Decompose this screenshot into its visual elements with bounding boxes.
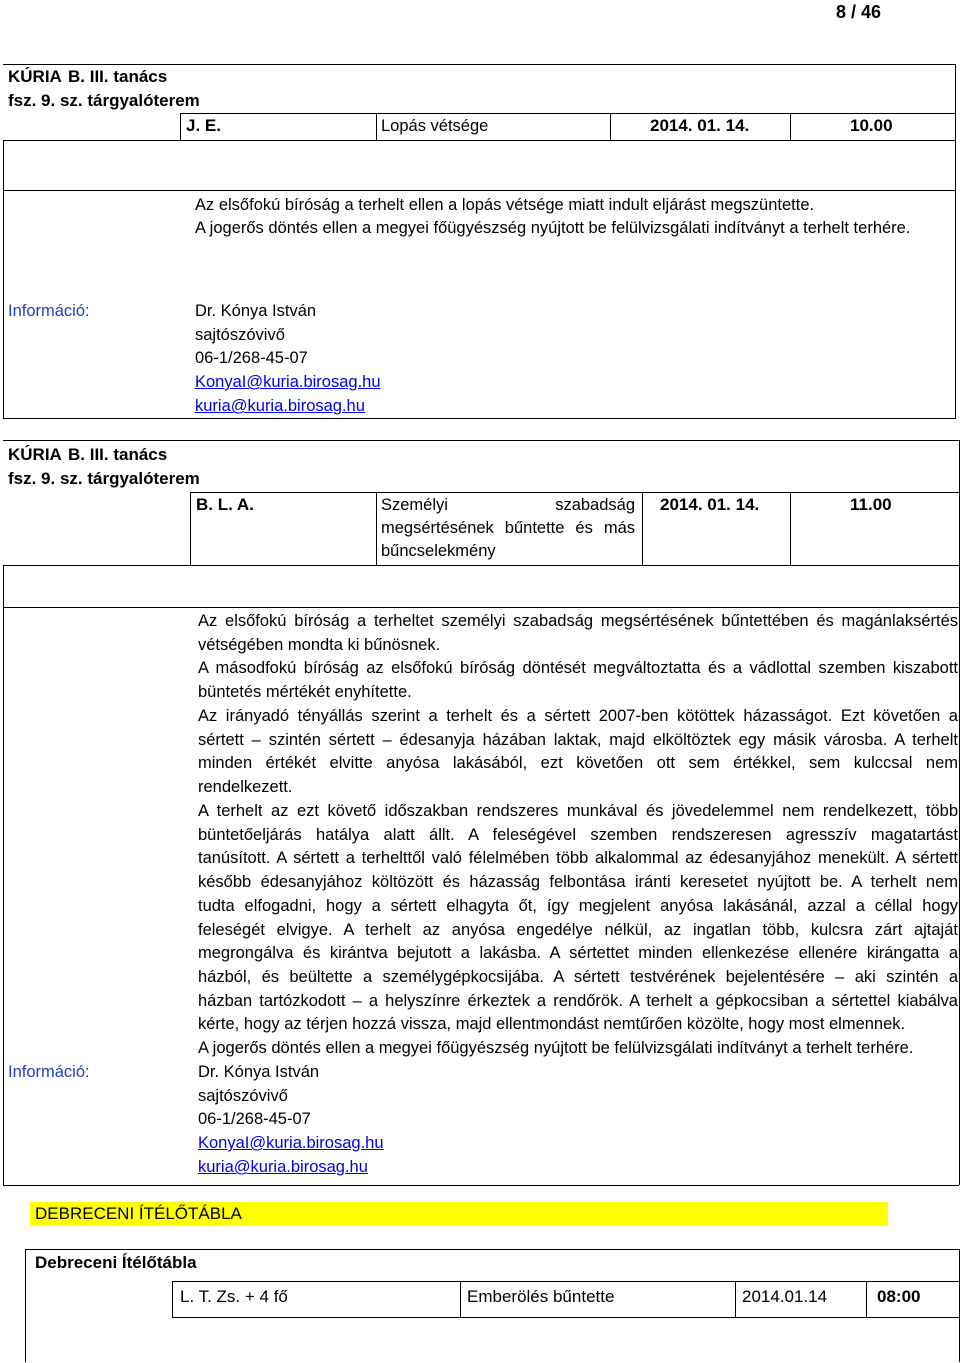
charge-line: megsértésének bűntette és más (381, 519, 635, 537)
charge: Emberölés bűntette (467, 1287, 615, 1306)
table-border-line (3, 565, 4, 1185)
table-border-line (172, 1281, 173, 1317)
hearing-date: 2014. 01. 14. (660, 495, 760, 514)
table-border-line (376, 492, 377, 565)
case-details-line: sértett – szintén sértett – édesanyja házában laktak, majd elköltöztek egy másik városba. A terhelt (198, 731, 958, 749)
table-border-line (790, 492, 791, 565)
court-name: KÚRIA (8, 67, 62, 86)
table-border-line (172, 1317, 959, 1318)
court-email-link[interactable]: kuria@kuria.birosag.hu (195, 397, 365, 415)
table-border-line (955, 64, 956, 418)
info-label: Információ: (8, 302, 90, 320)
contact-phone: 06-1/268-45-07 (195, 349, 308, 367)
hearing-date: 2014. 01. 14. (650, 116, 750, 135)
hearing-time: 11.00 (850, 495, 892, 514)
contact-role: sajtószóvivő (195, 326, 285, 344)
table-border-line (3, 565, 959, 566)
hearing-time: 10.00 (850, 116, 893, 135)
contact-name: Dr. Kónya István (198, 1063, 320, 1081)
case-details-line: A jogerős döntés ellen a megyei főügyészség nyújtott be felülvizsgálati indítványt a terhelt terhére. (195, 219, 911, 237)
courtroom: fsz. 9. sz. tárgyalóterem (8, 469, 200, 488)
court-email-link[interactable]: kuria@kuria.birosag.hu (198, 1158, 368, 1176)
case-details-line: büntetőeljárás hatálya alatt állt. A feleségével szemben rendszeresen agresszív magatartást (198, 826, 958, 844)
table-border-line (3, 140, 956, 141)
info-label: Információ: (8, 1063, 90, 1081)
table-border-line (180, 113, 181, 140)
case-details-line: A másodfokú bíróság az elsőfokú bíróság döntését megváltoztatta és a vádlottal szemben kiszabott (198, 659, 958, 677)
section-banner-title: DEBRECENI ÍTÉLŐTÁBLA (35, 1204, 242, 1223)
hearing-date: 2014.01.14 (742, 1287, 828, 1306)
case-details-line: minden értékét elvitte anyósa lakásából, ezt követően ott sem értékkel, sem kulccsal nem (198, 754, 958, 772)
case-details-line: büntetés mértékét enyhítette. (198, 683, 412, 701)
table-border-line (3, 140, 4, 418)
charge: Lopás vétsége (381, 117, 489, 135)
contact-name: Dr. Kónya István (195, 302, 317, 320)
case-details-line: tudta elfogadni, hogy a sértett elhagyta őt, így megjelent anyósa lakásánál, azzal a céllal hogy (198, 897, 958, 915)
table-border-line (3, 1185, 959, 1186)
case-details-line: A jogerős döntés ellen a megyei főügyészség nyújtott be felülvizsgálati indítványt a terhelt terhére. (198, 1039, 914, 1057)
table-border-line (790, 113, 791, 140)
case-details-line: vétségében mondta ki bűnösnek. (198, 636, 441, 654)
table-border-line (642, 492, 643, 565)
case-details-line: házból, és beültette a személygépkocsijába. A sértett testvérének bejelentésére – aki szintén a (198, 968, 958, 986)
defendant-initials: L. T. Zs. + 4 fő (180, 1287, 288, 1306)
table-border-line (460, 1281, 461, 1317)
defendant-initials: B. L. A. (196, 495, 254, 514)
table-border-line (25, 1249, 26, 1362)
table-border-line (3, 418, 956, 419)
court-name: KÚRIA (8, 445, 62, 464)
case-details-line: kérte, hogy az térjen hozzá vissza, majd ellentmondást nemtűrően közölte, hogy most elmennek. (198, 1015, 906, 1033)
table-border-line (172, 1281, 959, 1282)
table-border-line (3, 607, 959, 608)
case-details-line: A terhelt az ezt követő időszakban rendszeres munkával és jövedelemmel nem rendelkezett, több (198, 802, 958, 820)
table-border-line (190, 492, 191, 565)
contact-phone: 06-1/268-45-07 (198, 1110, 311, 1128)
case-details-line: megrongálva és kirántva bejutott a lakásba. A sértettet minden ellenkezése ellenére kirángatta a (198, 944, 958, 962)
table-border-line (25, 1249, 959, 1250)
contact-email-link[interactable]: KonyaI@kuria.birosag.hu (195, 373, 381, 391)
table-border-line (3, 190, 956, 191)
case-details-line: Az elsőfokú bíróság a terheltet személyi szabadság megsértésének bűntettében és magánlaksértés (198, 612, 958, 630)
table-border-line (180, 113, 956, 114)
courtroom: fsz. 9. sz. tárgyalóterem (8, 91, 200, 110)
hearing-time: 08:00 (877, 1287, 921, 1306)
table-border-line (3, 64, 956, 65)
case-details-line: házban tartózkodott – a helyszínre érkeztek a rendőrök. A terhelt a gépkocsiban a sértettel kiabálva (198, 992, 958, 1010)
contact-role: sajtószóvivő (198, 1087, 288, 1105)
case-details-line: rendelkezett. (198, 778, 293, 796)
table-border-line (610, 113, 611, 140)
council-name: B. III. tanács (68, 67, 168, 86)
case-details-line: Az irányadó tényállás szerint a terhelt és a sértett 2007-ben kötöttek házasságot. Ezt követően a (198, 707, 958, 725)
case-details-line: feleségét elvigye. A terhelt az anyósa engedélye nélkül, az ingatlan több, kulcsra zárt ajtaját (198, 921, 958, 939)
charge-line: Személyi szabadság (381, 496, 635, 514)
case-details-line: Az elsőfokú bíróság a terhelt ellen a lopás vétsége miatt indult eljárást megszüntette. (195, 196, 815, 214)
table-border-line (866, 1281, 867, 1317)
case-details-line: tanúsított. A sértett a terhelttől való félelmében több alkalommal az édesanyjához menekült. A sértett (198, 849, 958, 867)
charge-line: bűncselekmény (381, 542, 496, 560)
table-border-line (3, 440, 959, 441)
page-number: 8 / 46 (836, 2, 882, 22)
table-border-line (735, 1281, 736, 1317)
case-details-line: később édesanyjához költözött és házasság felbontása iránti keresetet nyújtott be. A terhelt nem (198, 873, 958, 891)
contact-email-link[interactable]: KonyaI@kuria.birosag.hu (198, 1134, 384, 1152)
council-name: B. III. tanács (68, 445, 168, 464)
defendant-initials: J. E. (186, 116, 221, 135)
court-name: Debreceni Ítélőtábla (35, 1253, 197, 1272)
table-border-line (376, 113, 377, 140)
table-border-line (190, 492, 959, 493)
